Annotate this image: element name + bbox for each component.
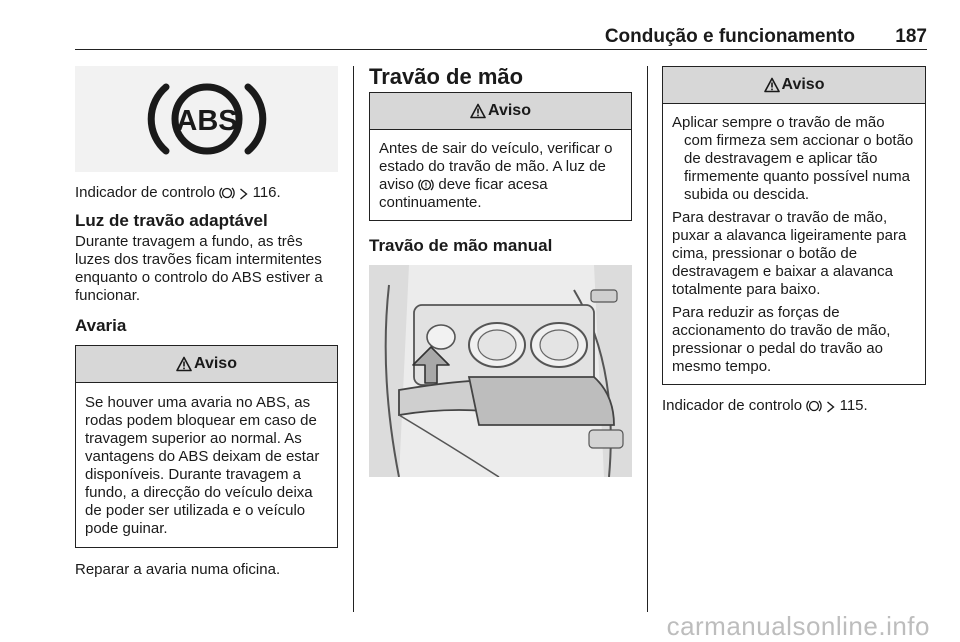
warning-item-1: Aplicar sempre o travão de mão com firmeza sem accionar o botão de destravagem e aplicar tão firmemente quanto possível numa subida ou descida.	[672, 114, 914, 203]
page-header	[75, 26, 927, 48]
warning-triangle-icon	[176, 356, 192, 372]
warning-box-handbrake	[369, 92, 632, 221]
abs-logo-text: ABS	[175, 105, 238, 137]
abs-illustration	[75, 66, 338, 172]
warning-text-part-2: deve ficar acesa continuamente.	[379, 176, 548, 211]
warning-item-2: Para destravar o travão de mão, puxar a alavanca ligeiramente para cima, pressionar o botão de destravagem e baixar a alavanca totalmente para baixo.	[672, 209, 907, 298]
handbrake-indicator-icon	[806, 399, 822, 413]
column-1	[75, 66, 338, 579]
column-divider-1	[353, 66, 354, 612]
adaptive-heading: Luz de travão adaptável	[75, 211, 268, 230]
page-ref-arrow-icon	[239, 188, 248, 200]
warning-triangle-icon	[470, 103, 486, 119]
fault-heading: Avaria	[75, 316, 127, 335]
warning-box-handbrake-use	[662, 66, 926, 385]
handbrake-indicator-ref	[662, 397, 926, 415]
warning-box-header	[76, 346, 337, 383]
watermark: carmanualsonline.info	[666, 611, 930, 641]
handbrake-heading: Travão de mão	[369, 64, 524, 89]
warning-title: Aviso	[488, 102, 531, 119]
page-ref-arrow-icon	[826, 401, 835, 413]
column-divider-2	[647, 66, 648, 612]
abs-indicator-ref	[75, 184, 338, 202]
warning-title: Aviso	[781, 76, 825, 93]
warning-box-header	[370, 93, 631, 130]
indicator-label: Indicador de controlo	[75, 184, 216, 201]
warning-box-header	[663, 67, 925, 104]
section-title: Condução e funcionamento	[604, 26, 855, 47]
manual-handbrake-heading: Travão de mão manual	[369, 236, 553, 255]
abs-warning-icon	[219, 186, 235, 200]
warning-title: Aviso	[194, 355, 237, 372]
header-rule	[75, 49, 927, 50]
warning-text: Se houver uma avaria no ABS, as rodas podem bloquear em caso de travagem superior ao normal. As vantagens do ABS deixam de estar disponíveis. Durante travagem a fundo, a direcção do veículo deixa de poder ser utilizada e o veículo pode guinar.	[85, 394, 320, 537]
brake-warning-icon	[418, 178, 434, 192]
indicator-page-ref: 115.	[839, 397, 868, 414]
warning-box-abs	[75, 345, 338, 548]
column-2	[369, 66, 632, 477]
page-number: 187	[895, 26, 927, 47]
warning-text-part-1: Antes de sair do veículo, verificar o estado do travão de mão. A luz de aviso	[379, 140, 613, 193]
repair-text: Reparar a avaria numa oficina.	[75, 561, 281, 578]
warning-item-3: Para reduzir as forças de accionamento do travão de mão, pressionar o pedal do travão ao mesmo tempo.	[672, 304, 891, 375]
indicator-page-ref: 116.	[252, 184, 281, 201]
handbrake-diagram	[369, 265, 632, 477]
warning-triangle-icon	[764, 77, 780, 93]
column-3	[662, 66, 926, 415]
indicator-label: Indicador de controlo	[662, 397, 803, 414]
abs-logo	[142, 69, 272, 169]
warning-text	[379, 140, 623, 212]
adaptive-text: Durante travagem a fundo, as três luzes dos travões ficam intermitentes enquanto o controlo do ABS estiver a funcionar.	[75, 233, 323, 304]
handbrake-illustration	[369, 265, 632, 477]
